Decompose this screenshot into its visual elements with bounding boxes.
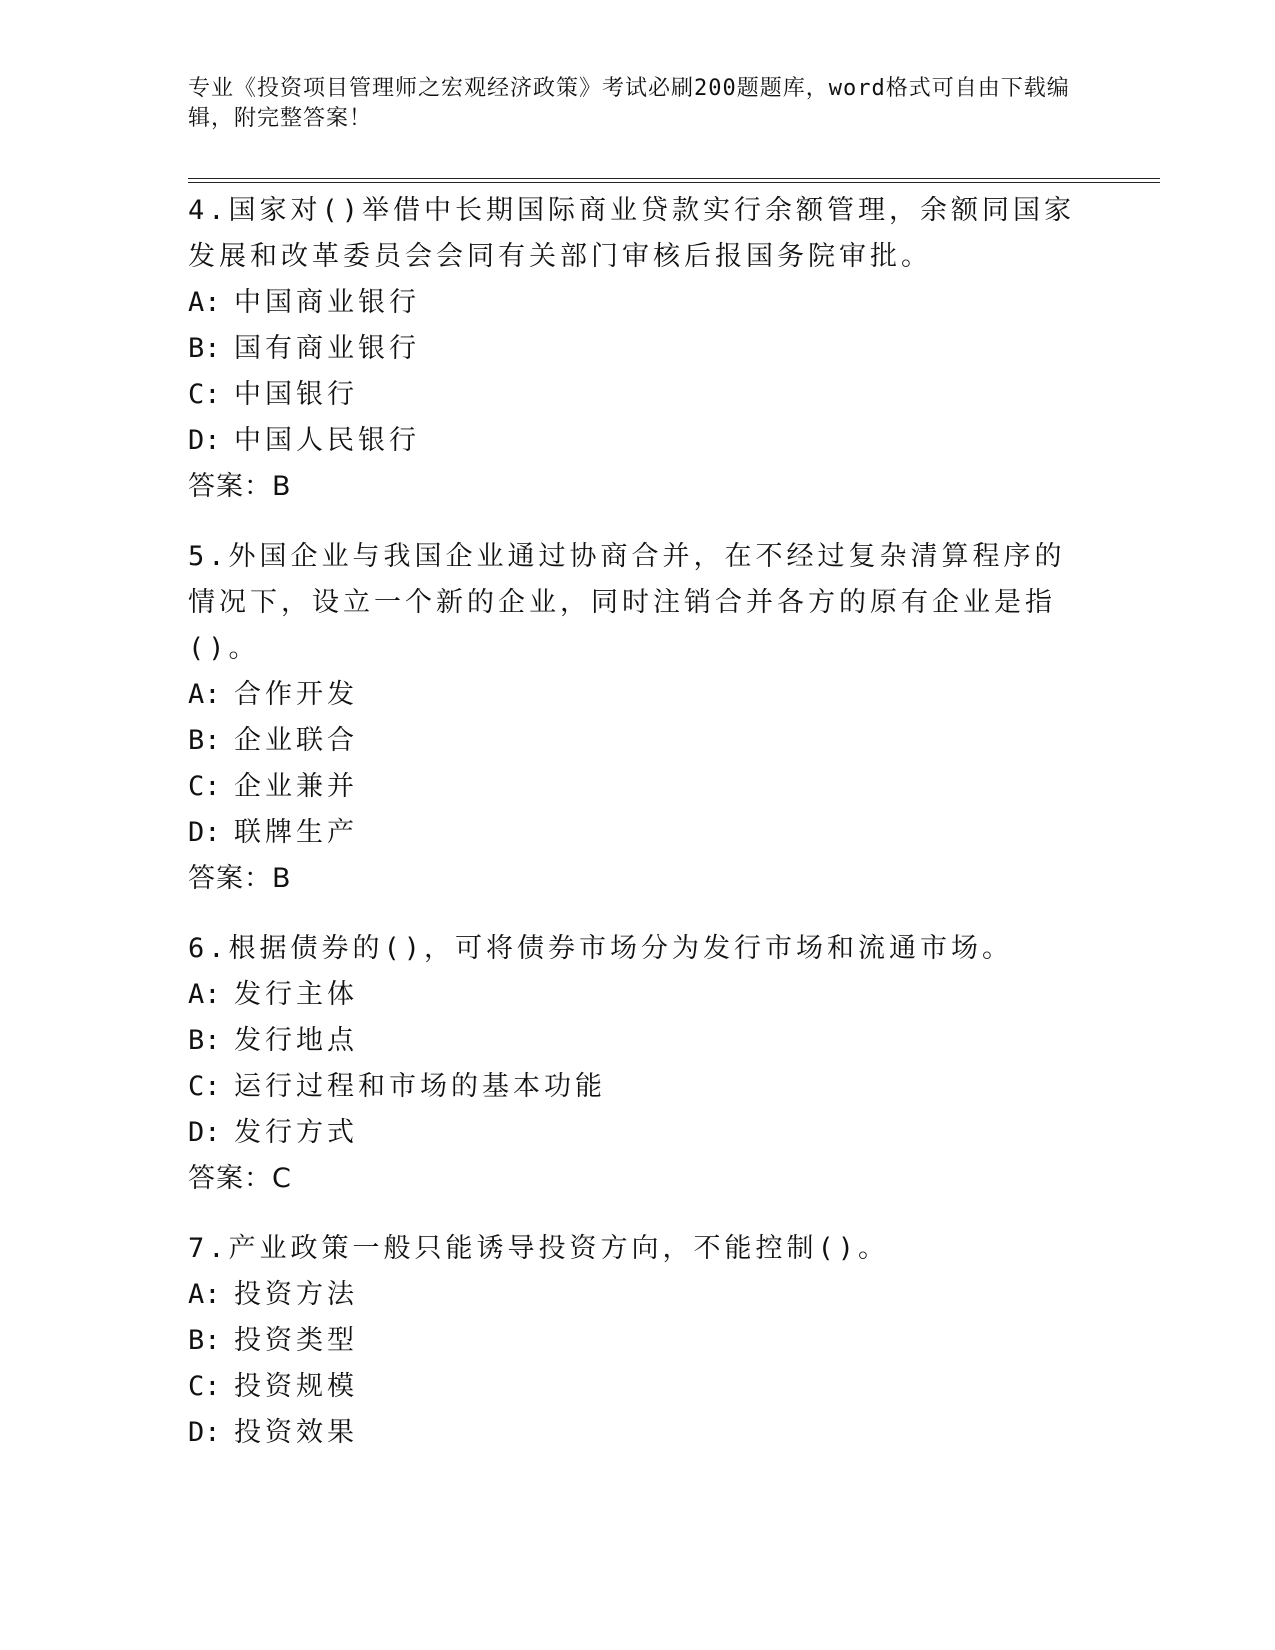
question-7: [188, 1226, 1088, 1456]
option-a: [188, 1272, 1088, 1318]
option-text: 投资类型: [234, 1325, 358, 1356]
option-d: [188, 1410, 1088, 1456]
option-letter: D:: [188, 1117, 221, 1148]
option-d: [188, 418, 1088, 464]
option-letter: D:: [188, 817, 221, 848]
option-a: [188, 972, 1088, 1018]
option-letter: C:: [188, 771, 221, 802]
question-stem: 7.产业政策一般只能诱导投资方向，不能控制()。: [188, 1233, 890, 1264]
option-letter: A:: [188, 679, 221, 710]
option-text: 中国银行: [234, 379, 358, 410]
option-letter: A:: [188, 1279, 221, 1310]
option-letter: A:: [188, 979, 221, 1010]
answer-key: 答案：B: [188, 471, 292, 502]
option-text: 联牌生产: [234, 817, 358, 848]
question-list: [188, 188, 1088, 1480]
option-letter: B:: [188, 1325, 221, 1356]
header-divider-bottom: [188, 182, 1160, 183]
option-a: [188, 280, 1088, 326]
option-d: [188, 810, 1088, 856]
option-text: 中国商业银行: [234, 287, 420, 318]
question-stem: 5.外国企业与我国企业通过协商合并，在不经过复杂清算程序的情况下，设立一个新的企业，同时注销合并各方的原有企业是指()。: [188, 541, 1066, 664]
question-4: [188, 188, 1088, 510]
option-letter: C:: [188, 1071, 221, 1102]
option-c: [188, 1364, 1088, 1410]
option-c: [188, 764, 1088, 810]
option-letter: D:: [188, 425, 221, 456]
question-6: [188, 926, 1088, 1202]
option-letter: C:: [188, 1371, 221, 1402]
option-text: 发行方式: [234, 1117, 358, 1148]
option-text: 运行过程和市场的基本功能: [234, 1071, 606, 1102]
option-text: 发行地点: [234, 1025, 358, 1056]
option-text: 发行主体: [234, 979, 358, 1010]
option-text: 投资规模: [234, 1371, 358, 1402]
option-letter: D:: [188, 1417, 221, 1448]
question-5: [188, 534, 1088, 902]
option-c: [188, 1064, 1088, 1110]
option-letter: A:: [188, 287, 221, 318]
option-a: [188, 672, 1088, 718]
option-letter: B:: [188, 1025, 221, 1056]
option-letter: C:: [188, 379, 221, 410]
option-b: [188, 1318, 1088, 1364]
option-text: 中国人民银行: [234, 425, 420, 456]
answer-key: 答案：C: [188, 1163, 292, 1194]
option-b: [188, 326, 1088, 372]
option-text: 投资效果: [234, 1417, 358, 1448]
question-stem: 4.国家对()举借中长期国际商业贷款实行余额管理，余额同国家发展和改革委员会会同有关部门审核后报国务院审批。: [188, 195, 1076, 272]
answer-key: 答案：B: [188, 863, 292, 894]
option-text: 合作开发: [234, 679, 358, 710]
option-text: 国有商业银行: [234, 333, 420, 364]
document-header: 专业《投资项目管理师之宏观经济政策》考试必刷200题题库，word格式可自由下载编辑，附完整答案！: [188, 76, 1070, 131]
option-letter: B:: [188, 333, 221, 364]
option-text: 投资方法: [234, 1279, 358, 1310]
option-text: 企业兼并: [234, 771, 358, 802]
question-stem: 6.根据债券的()，可将债券市场分为发行市场和流通市场。: [188, 933, 1014, 964]
option-c: [188, 372, 1088, 418]
option-letter: B:: [188, 725, 221, 756]
option-text: 企业联合: [234, 725, 358, 756]
option-b: [188, 1018, 1088, 1064]
option-d: [188, 1110, 1088, 1156]
header-divider-top: [188, 178, 1160, 179]
option-b: [188, 718, 1088, 764]
